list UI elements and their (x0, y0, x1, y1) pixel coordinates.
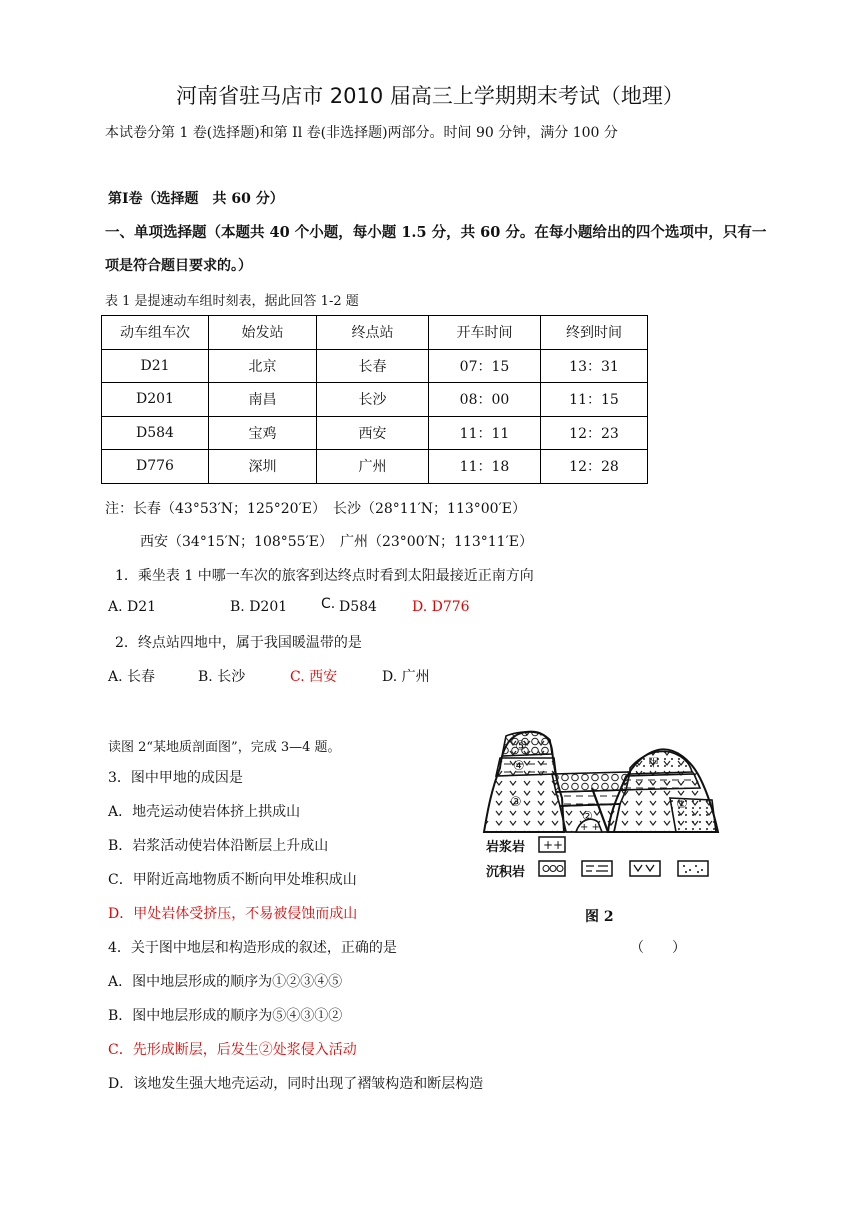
note-line-1: 注：长春（43°53′N；125°20′E） 长沙（28°11′N；113°00′E） (105, 501, 526, 517)
stratum-label-3: ③ (510, 795, 522, 810)
q1-stem: 1．乘坐表 1 中哪一车次的旅客到达终点时看到太阳最接近正南方向 (115, 568, 534, 584)
q1-option-c: D584 (339, 599, 377, 615)
table-cell: D201 (102, 383, 209, 417)
table-cell: 北京 (209, 349, 317, 383)
table-cell: 11：11 (429, 416, 541, 450)
table-cell: 南昌 (209, 383, 317, 417)
table-row (102, 416, 648, 450)
note-line-2: 西安（34°15′N；108°55′E） 广州（23°00′N；113°11′E） (140, 534, 533, 550)
q1-option-a: A. D21 (108, 599, 157, 615)
table-header-cell: 开车时间 (429, 316, 541, 350)
exam-intro: 本试卷分第 1 卷(选择题)和第 Il 卷(非选择题)两部分。时间 90 分钟，满分 100 分 (105, 125, 618, 141)
page-title: 河南省驻马店市 2010 届高三上学期期末考试（地理） (176, 84, 684, 108)
q4-stem: 4．关于图中地层和构造形成的叙述，正确的是 (108, 940, 397, 956)
table-row (102, 349, 648, 383)
part-heading-line2: 项是符合题目要求的。） (105, 258, 252, 274)
q4-option-a: A．图中地层形成的顺序为①②③④⑤ (108, 974, 343, 990)
q3-stem: 3．图中甲地的成因是 (108, 770, 243, 786)
table-header-cell: 终点站 (317, 316, 429, 350)
table-cell: 长春 (317, 349, 429, 383)
q4-option-c-answer: C．先形成断层，后发生②处浆侵入活动 (108, 1042, 357, 1058)
q1-option-d-answer: D. D776 (412, 599, 470, 615)
q3-option-d-answer: D．甲处岩体受挤压，不易被侵蚀而成山 (108, 906, 358, 922)
stratum-label-5: ⑤ (515, 739, 527, 754)
sedimentary-rock-legend-swatches (538, 860, 713, 878)
table-cell: 12：23 (541, 416, 648, 450)
q1-option-b: B. D201 (230, 599, 288, 615)
section-heading: 第Ⅰ卷（选择题 共 60 分） (108, 191, 284, 207)
table-cell: D776 (102, 450, 209, 484)
q2-option-a: A. 长春 (108, 669, 156, 685)
igneous-rock-legend-swatch (538, 836, 566, 853)
table-header-cell: 动车组车次 (102, 316, 209, 350)
table-cell: 宝鸡 (209, 416, 317, 450)
q2-option-d: D. 广州 (382, 669, 430, 685)
igneous-rock-label: 岩浆岩 (486, 840, 526, 855)
table-caption: 表 1 是提速动车组时刻表，据此回答 1-2 题 (105, 294, 359, 309)
table-header-row (102, 316, 648, 350)
svg-text:++: ++ (543, 838, 564, 852)
q4-option-d: D．该地发生强大地壳运动，同时出现了褶皱构造和断层构造 (108, 1076, 484, 1092)
part-heading-line1: 一、单项选择题（本题共 40 个小题，每小题 1.5 分，共 60 分。在每小题给出的四个选项中，只有一 (105, 224, 767, 241)
train-schedule-table (101, 315, 648, 484)
table-cell: 广州 (317, 450, 429, 484)
q3-option-c: C．甲附近高地物质不断向甲处堆积成山 (108, 872, 357, 888)
table-cell: D584 (102, 416, 209, 450)
table-row (102, 383, 648, 417)
table-cell: 13：31 (541, 349, 648, 383)
figure-caption: 图 2 (585, 909, 614, 925)
table-cell: 长沙 (317, 383, 429, 417)
table-cell: 12：28 (541, 450, 648, 484)
q3-option-b: B．岩浆活动使岩体沿断层上升成山 (108, 838, 329, 854)
table-cell: D21 (102, 349, 209, 383)
q1-option-c-letter: C. (321, 596, 336, 612)
figure-intro: 读图 2“某地质剖面图”，完成 3—4 题。 (108, 740, 341, 755)
table-cell: 西安 (317, 416, 429, 450)
q4-option-b: B．图中地层形成的顺序为⑤④③①② (108, 1008, 343, 1024)
table-cell: 11：18 (429, 450, 541, 484)
table-cell: 07：15 (429, 349, 541, 383)
q2-option-b: B. 长沙 (198, 669, 246, 685)
table-header-cell: 始发站 (209, 316, 317, 350)
jia-label: 甲 (648, 756, 659, 769)
svg-text:+ +: + + (580, 822, 600, 833)
table-row (102, 450, 648, 484)
q2-option-c-answer: C. 西安 (290, 669, 338, 685)
stratum-label-4: ④ (513, 759, 525, 774)
sedimentary-rock-label: 沉积岩 (486, 865, 526, 880)
table-cell: 11：15 (541, 383, 648, 417)
q2-stem: 2．终点站四地中，属于我国暖温带的是 (115, 635, 362, 651)
table-cell: 08：00 (429, 383, 541, 417)
stratum-label-2: ② (582, 809, 593, 823)
stratum-label-1: ① (676, 797, 688, 812)
table-header-cell: 终到时间 (541, 316, 648, 350)
geologic-cross-section-diagram (480, 728, 720, 838)
q3-option-a: A．地壳运动使岩体挤上拱成山 (108, 804, 301, 820)
table-cell: 深圳 (209, 450, 317, 484)
q4-answer-blank: （ ） (630, 940, 686, 956)
